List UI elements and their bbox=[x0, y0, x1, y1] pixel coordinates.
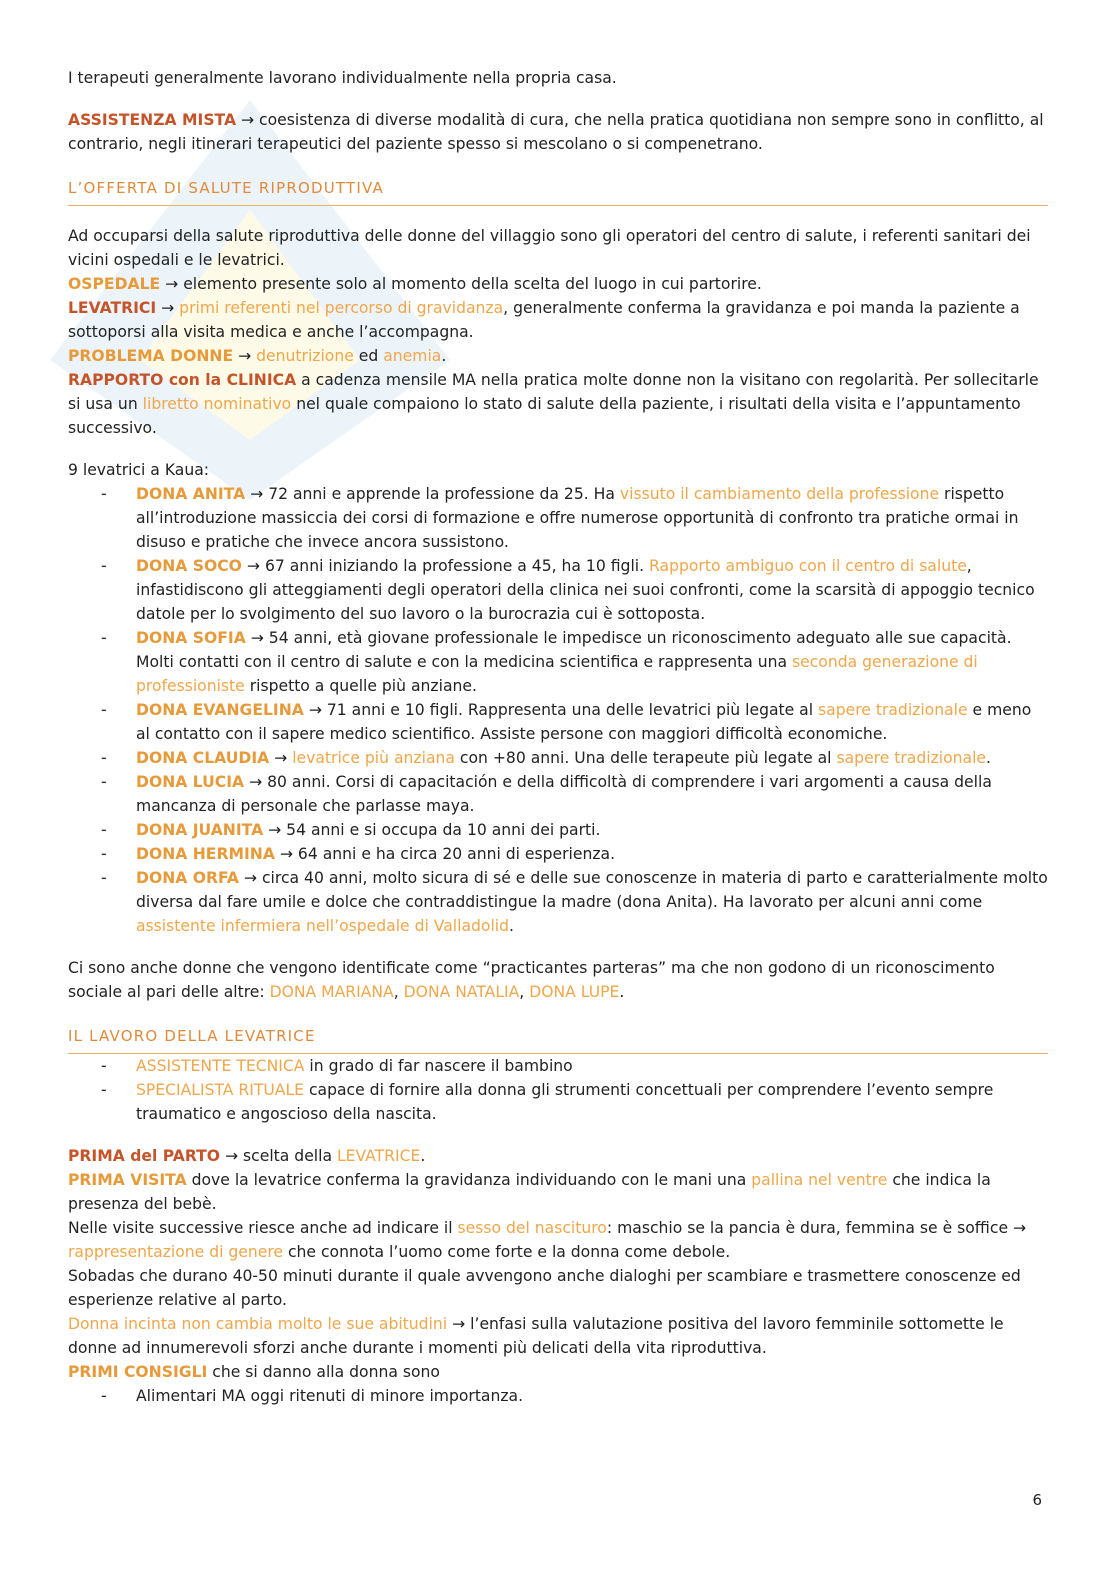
list-item: - SPECIALISTA RITUALE capace di fornire alla donna gli strumenti concettuali per comprendere l’evento sempre traumatico e angoscioso della nascita. bbox=[68, 1078, 1048, 1126]
list-item: - DONA JUANITA → 54 anni e si occupa da 10 anni dei parti. bbox=[68, 818, 1048, 842]
list-item: - DONA SOCO → 67 anni iniziando la professione a 45, ha 10 figli. Rapporto ambiguo con il centro di salute, infastidiscono gli atteggiamenti degli operatori della clinica nei suoi confronti, come la scarsità di appoggio tecnico datole per lo svolgimento del suo lavoro o la burocrazia cui è sottoposta. bbox=[68, 554, 1048, 626]
roles-list bbox=[68, 1054, 1048, 1126]
paragraph-visite-successive: Nelle visite successive riesce anche ad indicare il sesso del nascituro: maschio se la pancia è dura, femmina se è soffice → rappresentazione di genere che connota l’uomo come forte e la donna come debole. bbox=[68, 1219, 1027, 1261]
paragraph-sobadas: Sobadas che durano 40-50 minuti durante il quale avvengono anche dialoghi per scambiare e trasmettere conoscenze ed esperienze relative al parto. bbox=[68, 1267, 1021, 1309]
paragraph-levatrici: LEVATRICI → primi referenti nel percorso di gravidanza, generalmente conferma la gravidanza e poi manda la paziente a sottoporsi alla visita medica e anche l’accompagna. bbox=[68, 299, 1020, 341]
midwives-list bbox=[68, 482, 1048, 938]
list-item: - Alimentari MA oggi ritenuti di minore importanza. bbox=[68, 1384, 1048, 1408]
paragraph-donna-incinta: Donna incinta non cambia molto le sue abitudini → l’enfasi sulla valutazione positiva del lavoro femminile sottomette le donne ad innumerevoli sforzi anche durante i momenti più delicati della vita riproduttiva. bbox=[68, 1315, 1004, 1357]
paragraph-practicantes: Ci sono anche donne che vengono identificate come “practicantes parteras” ma che non godono di un riconoscimento sociale al pari delle altre: DONA MARIANA, DONA NATALIA, DONA LUPE. bbox=[68, 959, 995, 1001]
list-item: - DONA ANITA → 72 anni e apprende la professione da 25. Ha vissuto il cambiamento della professione rispetto all’introduzione massiccia dei corsi di formazione e offre numerose opportunità di confronto tra pratiche ormai in disuso e pratiche che invece ancora sussistono. bbox=[68, 482, 1048, 554]
section-heading-lavoro: IL LAVORO DELLA LEVATRICE bbox=[68, 1024, 1048, 1054]
paragraph-ospedale: OSPEDALE → elemento presente solo al momento della scelta del luogo in cui partorire. bbox=[68, 275, 762, 293]
paragraph-count-levatrici: 9 levatrici a Kaua: bbox=[68, 461, 210, 479]
term-assistenza-mista: ASSISTENZA MISTA bbox=[68, 111, 237, 129]
paragraph-assistenza-mista: ASSISTENZA MISTA → coesistenza di diverse modalità di cura, che nella pratica quotidiana non sempre sono in conflitto, al contrario, negli itinerari terapeutici del paziente spesso si mescolano o si compenetrano. bbox=[68, 111, 1044, 153]
list-item: - DONA CLAUDIA → levatrice più anziana con +80 anni. Una delle terapeute più legate al sapere tradizionale. bbox=[68, 746, 1048, 770]
paragraph-primi-consigli: PRIMI CONSIGLI che si danno alla donna sono bbox=[68, 1363, 440, 1381]
document-page bbox=[68, 66, 1048, 1408]
list-item: - DONA EVANGELINA → 71 anni e 10 figli. Rappresenta una delle levatrici più legate al sapere tradizionale e meno al contatto con il sapere medico scientifico. Assiste persone con maggiori difficoltà economiche. bbox=[68, 698, 1048, 746]
list-item: - DONA HERMINA → 64 anni e ha circa 20 anni di esperienza. bbox=[68, 842, 1048, 866]
paragraph-problema-donne: PROBLEMA DONNE → denutrizione ed anemia. bbox=[68, 347, 447, 365]
consigli-list bbox=[68, 1384, 1048, 1408]
paragraph-intro-salute: Ad occuparsi della salute riproduttiva delle donne del villaggio sono gli operatori del centro di salute, i referenti sanitari dei vicini ospedali e le levatrici. bbox=[68, 227, 1031, 269]
list-item: - DONA ORFA → circa 40 anni, molto sicura di sé e delle sue conoscenze in materia di parto e caratterialmente molto diversa dal fare umile e dolce che contraddistingue la madre (dona Anita). Ha lavorato per alcuni anni come assistente infermiera nell’ospedale di Valladolid. bbox=[68, 866, 1048, 938]
paragraph-rapporto-clinica: RAPPORTO con la CLINICA a cadenza mensile MA nella pratica molte donne non la visitano con regolarità. Per sollecitarle si usa un libretto nominativo nel quale compaiono lo stato di salute della paziente, i risultati della visita e l’appuntamento successivo. bbox=[68, 371, 1039, 437]
list-item: - ASSISTENTE TECNICA in grado di far nascere il bambino bbox=[68, 1054, 1048, 1078]
paragraph-terapeuti: I terapeuti generalmente lavorano individualmente nella propria casa. bbox=[68, 69, 617, 87]
list-item: - DONA SOFIA → 54 anni, età giovane professionale le impedisce un riconoscimento adeguato alle sue capacità. Molti contatti con il centro di salute e con la medicina scientifica e rappresenta una seconda generazione di professioniste rispetto a quelle più anziane. bbox=[68, 626, 1048, 698]
paragraph-prima-visita: PRIMA VISITA dove la levatrice conferma la gravidanza individuando con le mani una pallina nel ventre che indica la presenza del bebè. bbox=[68, 1171, 991, 1213]
list-item: - DONA LUCIA → 80 anni. Corsi di capacitación e della difficoltà di comprendere i vari argomenti a causa della mancanza di personale che parlasse maya. bbox=[68, 770, 1048, 818]
paragraph-prima-parto: PRIMA del PARTO → scelta della LEVATRICE. bbox=[68, 1147, 426, 1165]
page-number: 6 bbox=[1032, 1491, 1042, 1509]
section-heading-offerta: L’OFFERTA DI SALUTE RIPRODUTTIVA bbox=[68, 176, 1048, 206]
